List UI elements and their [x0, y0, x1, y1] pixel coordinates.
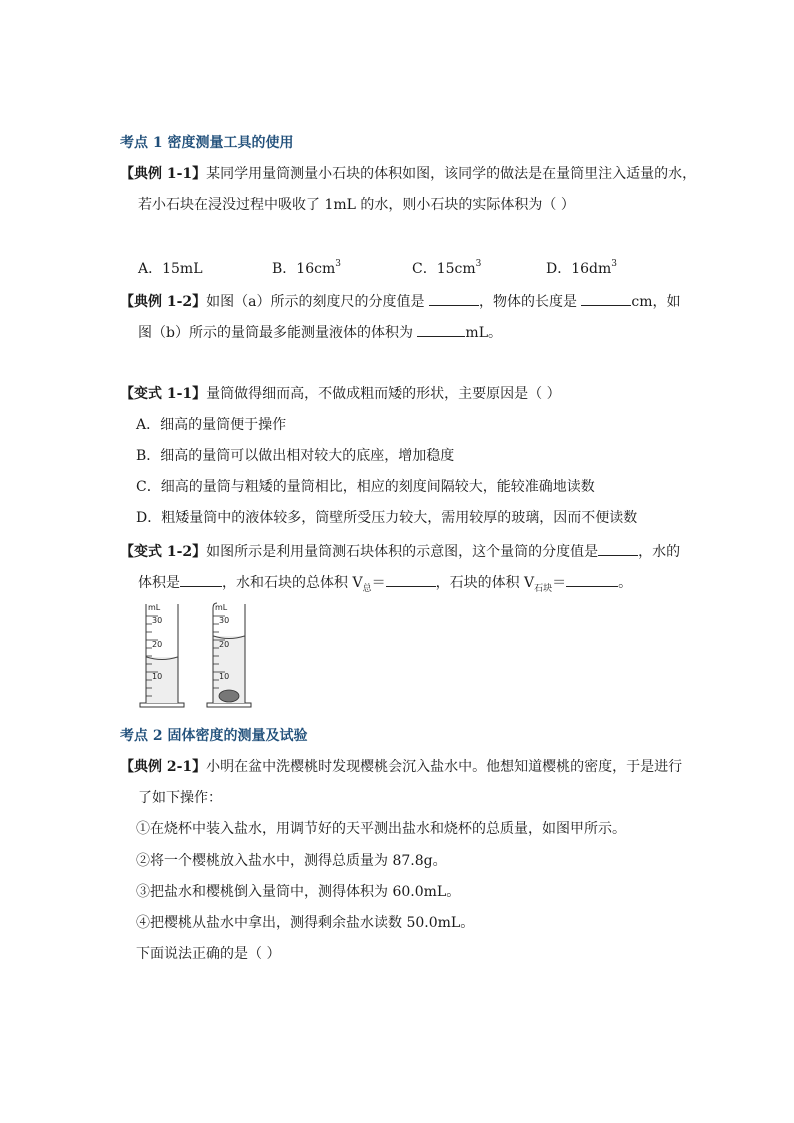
variant-1-1-option-a: A．细高的量筒便于操作: [136, 417, 287, 433]
example-2-1-step-3: ③把盐水和樱桃倒入量筒中，测得体积为 60.0mL。: [136, 884, 461, 900]
example-2-1-step-1: ①在烧杯中装入盐水，用调节好的天平测出盐水和烧杯的总质量，如图甲所示。: [136, 821, 626, 837]
variant-1-1-option-c: C．细高的量筒与粗矮的量筒相比，相应的刻度间隔较大，能较准确地读数: [136, 479, 595, 495]
answer-blank[interactable]: [180, 572, 222, 587]
answer-blank[interactable]: [417, 322, 465, 337]
example-1-1-option-a: A．15mL: [138, 261, 203, 277]
variant-1-1-tag: 【变式 1-1】: [120, 386, 207, 402]
tick-label: 20: [152, 640, 163, 649]
example-1-1-option-c: C．$15cm^3$: [412, 259, 482, 277]
example-1-1-text1: 某同学用量筒测量小石块的体积如图，该同学的做法是在量筒里注入适量的水，: [206, 166, 697, 182]
variant-1-2-tag: 【变式 1-2】: [120, 544, 207, 560]
example-1-1-line2: 若小石块在浸没过程中吸收了 1mL 的水，则小石块的实际体积为（ ）: [138, 197, 575, 213]
example-1-1-tag: 【典例 1-1】: [120, 166, 207, 182]
cylinder-unit-label: mL: [215, 603, 228, 612]
measuring-cylinder-stone-figure: [205, 600, 265, 710]
example-2-1-question: 下面说法正确的是（ ）: [136, 946, 281, 962]
tick-label: 20: [219, 640, 230, 649]
variant-1-2-line2: 体积是 ，水和石块的总体积 $V_总=$ ，石块的体积 $V_{石块}=$ 。: [138, 572, 632, 594]
example-1-1-option-b: B．$16cm^3$: [272, 259, 341, 277]
section-1-title: 考点 1 密度测量工具的使用: [120, 135, 294, 151]
example-2-1-line1: 【典例 2-1】小明在盆中洗樱桃时发现樱桃会沉入盐水中。他想知道樱桃的密度，于是进行: [120, 759, 683, 775]
example-1-1-line1: [120, 165, 696, 183]
tick-label: 10: [152, 672, 163, 681]
example-1-2-tag: 【典例 1-2】: [120, 294, 207, 310]
example-2-1-line2: 了如下操作：: [138, 790, 222, 806]
variant-1-2-line1: 【变式 1-2】如图所示是利用量筒测石块体积的示意图，这个量筒的分度值是 ，水的: [120, 541, 680, 561]
variant-1-1-question: 【变式 1-1】量筒做得细而高，不做成粗而矮的形状，主要原因是（ ）: [120, 386, 561, 402]
example-2-1-step-2: ②将一个樱桃放入盐水中，测得总质量为 87.8g。: [136, 853, 447, 869]
answer-blank[interactable]: [581, 291, 631, 306]
example-1-1-option-d: D．$16dm^3$: [546, 259, 618, 277]
tick-label: 10: [219, 672, 230, 681]
example-2-1-tag: 【典例 2-1】: [120, 759, 207, 775]
variant-1-1-option-b: B．细高的量筒可以做出相对较大的底座，增加稳度: [136, 448, 455, 464]
stone: [219, 690, 239, 702]
answer-blank[interactable]: [598, 541, 638, 556]
cylinder-unit-label: mL: [148, 603, 161, 612]
example-2-1-step-4: ④把樱桃从盐水中拿出，测得剩余盐水读数 50.0mL。: [136, 915, 475, 931]
section-2-title: 考点 2 固体密度的测量及试验: [120, 728, 308, 744]
tick-label: 30: [152, 616, 163, 625]
answer-blank[interactable]: [566, 572, 618, 587]
answer-blank[interactable]: [386, 572, 436, 587]
example-1-2-line1: 【典例 1-2】如图（a）所示的刻度尺的分度值是 ，物体的长度是 cm，如: [120, 291, 681, 311]
tick-label: 30: [219, 616, 230, 625]
example-1-2-line2: 图（b）所示的量筒最多能测量液体的体积为 mL。: [138, 322, 502, 342]
variant-1-1-option-d: D．粗矮量筒中的液体较多，筒壁所受压力较大，需用较厚的玻璃，因而不便读数: [136, 510, 638, 526]
answer-blank[interactable]: [429, 291, 479, 306]
